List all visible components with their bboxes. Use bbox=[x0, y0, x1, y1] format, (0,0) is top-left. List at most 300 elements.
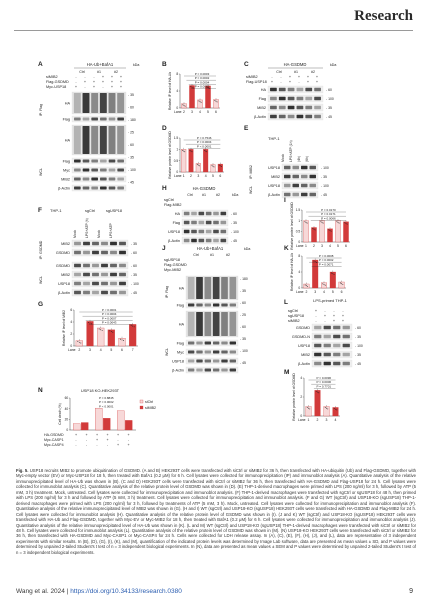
caption-text: USP18 recruits MIB2 to promote ubiquitination of GSDMD. (A and B) HEK293T cells were transfected with siCtrl or siMIB2 for 36 h, then transfected with HA-ubiquitin (Ub) and Flag-GSDMD, together with Myc-empty vector (EV) or Myc-USP18 for 18 h, then treated with BafA1 (0.2 μM) for 6 h. Cell lysates were collected for immunoprecipitation (IP) and immunoblot analysis (A). Quantitative analysis of the relative immunoprecipitated level of HA-Ub was shown in (B). (C and D) HEK293T cells were transfected with siCtrl or siMIB2 for 36 h, then transfected with HA-GSDMD and Flag-USP18 for 24 h. Cell lysates were collected for immunoblot analysis (C). Quantitative analysis of the relative protein level of GSDMD was shown in (D). (E) THP-1-derived macrophages were primed with LPS (200 ng/ml) for 3 h, followed by ATP (5 mM, 3 h) treatment. Mock, untreated. Cell lysates were collected for immunoprecipitation and immunoblot analysis. (F) THP-1-derived macrophages were transfected with sgCtrl or sgUSP18 for 48 h, then primed with LPS (200 ng/ml) for 3 h and followed by ATP (5 mM, 3 h) treatment. Cell lysates were collected for immunoprecipitation and immunoblot analysis. (F and G) WT (sgCtrl) and USP18-KO (sgUSP18) THP-1-derived macrophages were primed with LPS (200 ng/ml) for 3 h, followed by treatments of ATP (5 mM, 3 h). Mock, untreated. Cell lysates were collected for immunoprecipitation and immunoblot analysis (F). Quantitative analysis of the relative immunoprecipitated level of MIB2 was shown in (G). (H and I) WT (sgCtrl) and USP18-KO (sgUSP18) HEK293T cells were transfected with HA-GSDMD and Flag-MIB2 for 24 h. Cell lysates were collected for immunoblot analysis (H). Quantitative analysis of the relative protein level of GSDMD was shown in (I). (J and K) WT (sgCtrl) and USP18-KO (sgUSP18) HEK293T cells were transfected with HA-Ub and Flag-GSDMD, together with Myc-EV or Myc-MIB2 for 18 h, then treated with BafA1 (0.2 μM) for 6 h. Cell lysates were collected for immunoprecipitation and immunoblot analysis (J). Quantitative analysis of the relative immunoprecipitated level of HA-Ub was shown in (K). (L and M) WT (sgCtrl) and USP18-KO (sgUSP18) THP-1-derived macrophages were transfected with siCtrl or siMIB2 for 48 h. Cell lysates were collected for immunoblot analysis (L). Quantitative analysis of the relative protein level of GSDMD was shown in (M). (N) USP18-KO HEK293T cells were transfected with siCtrl or siMIB2 for 36 h, then transfected with HA-GSDMD and Myc-CASP1 or Myc-CASP4 for 24 h. Cells were collected for LDH release assay. In (A), (C), (E), (F), (H), (J), and (L), data are representative of 3 independent experiments with similar results. In (B), (D), (G), (I), (K), and (M), quantification of the indicated protein levels was determined by Image Lab software, data are presented as mean values ± SD, and P values were determined by unpaired 2-tailed Student's t test of n = 3 independent biological experiments. In (N), data are presented as mean values ± SEM and P values were determined by unpaired 2-tailed Student's t test of n = 3 independent biological experiments. bbox=[16, 468, 416, 555]
group-label: #2 bbox=[216, 193, 220, 197]
sign-mark: + bbox=[92, 80, 96, 84]
blot-band bbox=[83, 291, 90, 295]
mw-marker: - 35 bbox=[355, 334, 361, 339]
panel-J-kda: kDa bbox=[244, 247, 251, 251]
data-point bbox=[314, 229, 315, 230]
condition-label: sgCtrl bbox=[164, 198, 174, 202]
sign-mark: + bbox=[270, 80, 274, 84]
blot-band bbox=[83, 273, 90, 277]
blot-smear bbox=[83, 126, 90, 154]
blot-band bbox=[92, 264, 99, 268]
y-tick-label: 1.5 bbox=[173, 136, 179, 141]
condition-label: Myc-USP18 bbox=[46, 85, 67, 89]
sign-mark: + bbox=[315, 75, 319, 79]
blot-band bbox=[92, 273, 99, 277]
mw-marker: - 100 bbox=[321, 165, 329, 170]
blot-band bbox=[284, 166, 290, 170]
blot-band bbox=[279, 106, 286, 110]
p-value: P = 0.0007 bbox=[101, 316, 117, 321]
sign-mark: - bbox=[75, 443, 77, 447]
blot-band bbox=[74, 178, 81, 181]
blot-band bbox=[196, 304, 202, 307]
chart-bar bbox=[117, 411, 124, 430]
data-point bbox=[214, 100, 215, 101]
y-axis-label: Relative protein level of GSDMD bbox=[292, 373, 296, 421]
lane-label: Lane bbox=[68, 348, 76, 352]
blot-band bbox=[314, 362, 321, 366]
mw-marker: - 100 bbox=[128, 168, 136, 172]
chart-bar bbox=[211, 165, 216, 172]
mw-marker: - 180 bbox=[240, 277, 248, 281]
blot-band bbox=[213, 221, 219, 225]
blot-band bbox=[343, 344, 350, 348]
panel-letter: E bbox=[244, 125, 249, 132]
data-point bbox=[206, 151, 207, 152]
data-point bbox=[323, 223, 324, 224]
condition-label: Myc-CASP1 bbox=[44, 438, 64, 442]
blot-label: Flag bbox=[62, 117, 70, 122]
sign-mark: - bbox=[271, 75, 273, 79]
blot-band bbox=[270, 115, 277, 119]
blot-band bbox=[117, 118, 124, 121]
data-point bbox=[332, 273, 333, 274]
blot-band bbox=[119, 251, 126, 255]
blot-label: Flag bbox=[176, 341, 184, 346]
blot-label: GSDMD bbox=[55, 263, 70, 268]
blot-band bbox=[101, 273, 108, 277]
panel-letter: I bbox=[284, 197, 286, 204]
blot-band bbox=[110, 264, 117, 268]
y-tick-label: 1 bbox=[298, 218, 301, 223]
p-value: P = 0.8845 bbox=[99, 396, 114, 400]
blot-band bbox=[297, 97, 304, 101]
sign-mark: + bbox=[101, 80, 105, 84]
blot-band bbox=[213, 369, 219, 372]
panel-letter: J bbox=[162, 245, 166, 252]
p-value: P = 0.0004 bbox=[101, 312, 117, 317]
mw-marker: - 35 bbox=[240, 289, 246, 293]
blot-band bbox=[213, 239, 219, 243]
blot-label: GSDMD bbox=[295, 325, 310, 330]
blot-band bbox=[305, 88, 312, 92]
lane-number: 1 bbox=[305, 244, 307, 248]
mw-marker: - 100 bbox=[131, 281, 139, 286]
blot-label: β-Actin bbox=[58, 290, 70, 295]
sign-mark: + bbox=[83, 80, 87, 84]
data-point bbox=[327, 408, 328, 409]
sign-mark: + bbox=[106, 433, 109, 437]
lane-number: 4 bbox=[204, 174, 207, 178]
data-point bbox=[315, 229, 316, 230]
sign-mark: - bbox=[342, 309, 344, 313]
blot-band bbox=[305, 97, 312, 101]
chart-bar bbox=[311, 227, 316, 242]
p-value: P = 0.0002 bbox=[99, 400, 114, 405]
sign-mark: - bbox=[127, 438, 130, 442]
p-value: P = 0.0006 bbox=[316, 380, 332, 385]
group-label: #1 bbox=[210, 253, 214, 257]
blot-band bbox=[74, 118, 81, 121]
blot-band bbox=[205, 369, 211, 372]
blot-band bbox=[191, 221, 197, 225]
data-point bbox=[331, 231, 332, 232]
side-label: WCL bbox=[165, 348, 169, 356]
side-label: WCL bbox=[249, 186, 253, 194]
blot-band bbox=[221, 221, 227, 225]
blot-band bbox=[188, 369, 194, 372]
blot-smear bbox=[91, 126, 98, 154]
chart-bar bbox=[73, 424, 80, 430]
chart-bar bbox=[319, 221, 324, 242]
y-tick-label: 0 bbox=[66, 428, 69, 433]
blot-smear bbox=[196, 277, 203, 299]
mw-marker: - 60 bbox=[326, 87, 332, 92]
mw-marker: - 45 bbox=[326, 114, 332, 119]
treatment-label: LPS+ATP (1h) bbox=[289, 140, 293, 162]
sign-mark: + bbox=[116, 433, 120, 437]
sign-mark: - bbox=[75, 75, 77, 79]
blot-band bbox=[110, 273, 117, 277]
p-value: P = 0.0170 bbox=[321, 208, 336, 212]
lane-number: 4 bbox=[199, 110, 201, 114]
data-point bbox=[192, 87, 193, 88]
blot-band bbox=[91, 169, 98, 172]
data-point bbox=[317, 392, 318, 393]
blot-band bbox=[221, 212, 227, 216]
data-point bbox=[134, 326, 135, 327]
blot-band bbox=[83, 118, 90, 121]
blot-smear bbox=[74, 126, 81, 154]
blot-smear bbox=[117, 93, 124, 113]
data-point bbox=[123, 340, 124, 341]
data-point bbox=[192, 151, 193, 152]
sign-mark: - bbox=[84, 85, 86, 89]
group-label: #2 bbox=[114, 70, 118, 74]
p-value: P = 0.0071 bbox=[318, 262, 334, 267]
blot-band bbox=[221, 360, 227, 363]
blot-band bbox=[83, 169, 90, 172]
blot-band bbox=[100, 169, 107, 172]
lane-number: 7 bbox=[131, 348, 134, 352]
blot-band bbox=[324, 335, 331, 339]
blot-band bbox=[199, 221, 205, 225]
blot-band bbox=[196, 369, 202, 372]
blot-band bbox=[305, 106, 312, 110]
lane-number: 3 bbox=[197, 174, 200, 178]
panel-letter: M bbox=[284, 369, 290, 376]
panel-letter: L bbox=[284, 299, 288, 306]
mw-marker: - 35 bbox=[355, 352, 361, 357]
blot-label: β-Actin bbox=[168, 238, 180, 243]
data-point bbox=[112, 332, 113, 333]
data-point bbox=[340, 283, 341, 284]
p-value: P = 0.0004 bbox=[194, 80, 210, 85]
blot-band bbox=[270, 106, 277, 110]
blot-band bbox=[301, 184, 307, 188]
treatment-label: (6h) bbox=[305, 155, 309, 162]
lane-label: Lane bbox=[296, 290, 304, 294]
y-axis-label: Relative IP level of HA-Ub bbox=[290, 252, 294, 292]
data-point bbox=[306, 285, 307, 286]
side-label: IP: Flag bbox=[165, 285, 169, 299]
blot-band bbox=[314, 326, 321, 330]
blot-label: β-Actin bbox=[58, 186, 70, 191]
mw-marker: - 35 bbox=[131, 241, 137, 246]
blot-band bbox=[91, 160, 98, 163]
blot-band bbox=[293, 193, 299, 197]
data-point bbox=[336, 409, 337, 410]
sign-mark: + bbox=[306, 75, 310, 79]
chart-bar bbox=[125, 420, 132, 430]
data-point bbox=[305, 285, 306, 286]
legend-label: siMIB2 bbox=[145, 405, 156, 410]
data-point bbox=[201, 102, 202, 103]
y-tick-label: 2 bbox=[70, 332, 73, 337]
chart-bar bbox=[330, 272, 336, 288]
blot-band bbox=[213, 212, 219, 216]
data-point bbox=[341, 283, 342, 284]
mw-marker: - 45 bbox=[355, 361, 361, 366]
data-point bbox=[205, 151, 206, 152]
condition-label: Flag-USP18 bbox=[246, 80, 267, 84]
blot-band bbox=[324, 326, 331, 330]
lane-number: 6 bbox=[121, 348, 123, 352]
blot-band bbox=[213, 230, 219, 234]
mw-marker: - 35 bbox=[128, 155, 134, 160]
chart-bar bbox=[119, 338, 126, 346]
blot-label: β-Actin bbox=[172, 368, 184, 373]
page-number: 9 bbox=[409, 588, 413, 595]
data-point bbox=[335, 409, 336, 410]
condition-label: Flag-GSDMD bbox=[46, 80, 69, 84]
side-label: IP: Flag bbox=[39, 103, 43, 117]
chart-bar bbox=[108, 330, 115, 346]
blot-label: HA bbox=[174, 211, 180, 216]
blot-band bbox=[101, 242, 108, 246]
group-label: #2 bbox=[226, 253, 230, 257]
y-tick-label: 0 bbox=[176, 170, 179, 175]
panel-L-title: LPS-primed THP-1 bbox=[313, 298, 347, 303]
blot-band bbox=[297, 88, 304, 92]
sign-mark: - bbox=[280, 75, 282, 79]
p-value: P = 0.0171 bbox=[321, 212, 336, 217]
blot-smear bbox=[188, 277, 195, 299]
y-tick-label: 0 bbox=[298, 240, 301, 245]
doi-link[interactable]: https://doi.org/10.34133/research.0380 bbox=[70, 588, 182, 595]
lane-label: Lane bbox=[296, 244, 304, 248]
blot-band bbox=[74, 160, 81, 163]
sign-mark: + bbox=[323, 314, 327, 318]
blot-label: Flag bbox=[172, 220, 180, 225]
blot-label: USP18 bbox=[267, 165, 280, 170]
blot-label: HA bbox=[64, 138, 70, 143]
sign-mark: + bbox=[306, 80, 310, 84]
chart-bar bbox=[197, 100, 202, 108]
sign-mark: + bbox=[297, 75, 301, 79]
caption-label: Fig. 5. bbox=[16, 468, 29, 473]
blot-band bbox=[230, 351, 236, 354]
p-value: P = 0.0008 bbox=[318, 254, 334, 258]
data-point bbox=[304, 221, 305, 222]
blot-band bbox=[279, 97, 286, 101]
blot-band bbox=[343, 326, 350, 330]
data-point bbox=[314, 261, 315, 262]
data-point bbox=[320, 221, 321, 222]
group-label: #1 bbox=[294, 70, 298, 74]
blot-band bbox=[91, 178, 98, 181]
p-value: P = 0.0096 bbox=[316, 376, 332, 380]
blot-label: Myc bbox=[177, 350, 184, 355]
blot-smear bbox=[213, 277, 220, 299]
lane-number: 3 bbox=[321, 244, 323, 248]
blot-band bbox=[343, 353, 350, 357]
blot-band bbox=[284, 175, 290, 179]
blot-band bbox=[314, 335, 321, 339]
lane-number: 1 bbox=[307, 418, 310, 422]
y-tick-label: 1 bbox=[176, 147, 179, 152]
mw-marker: - 35 bbox=[326, 105, 332, 110]
sign-mark: + bbox=[332, 319, 336, 323]
blot-band bbox=[284, 193, 290, 197]
condition-label: siMIB2 bbox=[288, 319, 300, 323]
blot-band bbox=[230, 369, 236, 372]
blot-band bbox=[100, 187, 107, 190]
blot-band bbox=[83, 160, 90, 163]
blot-band bbox=[206, 212, 212, 216]
panel-C-header: HA-GSDMD bbox=[283, 62, 307, 67]
legend-swatch bbox=[140, 400, 143, 403]
chart-bar bbox=[97, 328, 104, 346]
sign-mark: + bbox=[332, 314, 336, 318]
sign-mark: + bbox=[119, 80, 123, 84]
sign-mark: + bbox=[127, 433, 130, 437]
lane-number: 2 bbox=[190, 174, 192, 178]
panel-letter: D bbox=[162, 125, 167, 132]
sign-mark: - bbox=[117, 438, 119, 442]
lane-number: 3 bbox=[325, 418, 328, 422]
blot-band bbox=[117, 187, 124, 190]
blot-band bbox=[101, 251, 108, 255]
blot-band bbox=[297, 106, 304, 110]
blot-band bbox=[101, 264, 108, 268]
blot-label: USP18 bbox=[167, 229, 180, 234]
panel-H-kda: kDa bbox=[232, 193, 239, 197]
sign-mark: - bbox=[106, 443, 109, 447]
blot-band bbox=[279, 88, 286, 92]
sign-mark: + bbox=[110, 85, 114, 89]
condition-label: siMIB2 bbox=[46, 75, 58, 79]
panel-C-kda: kDa bbox=[330, 63, 337, 67]
blot-band bbox=[230, 360, 236, 363]
mw-marker: - 100 bbox=[240, 349, 248, 353]
y-tick-label: 60 bbox=[64, 396, 69, 401]
data-point bbox=[182, 104, 183, 105]
blot-band bbox=[221, 342, 227, 345]
blot-label: MIB2 bbox=[301, 352, 310, 357]
y-axis-label: Relative protein level of GSDMD bbox=[168, 131, 172, 179]
figure-caption bbox=[16, 468, 416, 555]
mw-marker: - 60 bbox=[240, 325, 246, 329]
lane-number: 4 bbox=[323, 290, 325, 294]
sign-mark: - bbox=[85, 443, 88, 447]
lane-number: 6 bbox=[345, 244, 347, 248]
sign-mark: + bbox=[314, 309, 318, 313]
mw-marker: - 180 bbox=[128, 118, 136, 122]
blot-band bbox=[213, 304, 219, 307]
blot-band bbox=[205, 360, 211, 363]
sign-mark: - bbox=[75, 438, 77, 442]
blot-band bbox=[270, 88, 277, 92]
blot-band bbox=[109, 118, 116, 121]
blot-smear bbox=[91, 93, 98, 113]
chart-bar bbox=[303, 221, 308, 242]
blot-label: HA bbox=[260, 87, 266, 92]
blot-label: MIB2 bbox=[257, 105, 266, 110]
lane-number: 6 bbox=[215, 110, 217, 114]
blot-band bbox=[221, 369, 227, 372]
lane-label: Lane bbox=[174, 110, 182, 114]
blot-band bbox=[110, 242, 117, 246]
sign-mark: + bbox=[127, 443, 130, 447]
data-point bbox=[100, 329, 101, 330]
data-point bbox=[132, 326, 133, 327]
y-tick-label: 0.5 bbox=[173, 158, 179, 163]
panel-letter: K bbox=[284, 245, 289, 252]
blot-band bbox=[184, 239, 190, 243]
data-point bbox=[330, 230, 331, 231]
blot-smear bbox=[230, 277, 237, 299]
blot-band bbox=[101, 291, 108, 295]
chart-bar bbox=[218, 164, 223, 172]
sign-mark: + bbox=[288, 75, 292, 79]
blot-band bbox=[74, 251, 81, 255]
lane-number: 4 bbox=[329, 244, 331, 248]
y-tick-label: 40 bbox=[64, 406, 69, 411]
mw-marker: - 60 bbox=[128, 143, 134, 147]
legend-label: siCtrl bbox=[145, 399, 154, 404]
group-label: Ctrl bbox=[193, 253, 199, 257]
blot-band bbox=[270, 97, 277, 101]
group-label: THP-1 bbox=[50, 208, 62, 213]
blot-band bbox=[110, 251, 117, 255]
y-tick-label: 0.5 bbox=[295, 229, 301, 234]
p-value: P = 0.7701 bbox=[316, 384, 332, 389]
blot-band bbox=[305, 115, 312, 119]
blot-band bbox=[110, 282, 117, 286]
blot-band bbox=[288, 106, 295, 110]
blot-band bbox=[221, 351, 227, 354]
blot-band bbox=[74, 282, 81, 286]
blot-band bbox=[196, 351, 202, 354]
lane-number: 2 bbox=[305, 290, 308, 294]
blot-band bbox=[310, 193, 316, 197]
treatment-label: (4h) bbox=[297, 155, 301, 162]
mw-marker: - 60 bbox=[131, 250, 137, 255]
panel-letter: H bbox=[162, 185, 167, 192]
data-point bbox=[199, 165, 200, 166]
blot-band bbox=[206, 239, 212, 243]
blot-band bbox=[221, 239, 227, 243]
mw-marker: - 35 bbox=[128, 93, 134, 97]
mw-marker: - 35 bbox=[131, 272, 137, 277]
blot-smear bbox=[117, 126, 124, 154]
blot-band bbox=[109, 187, 116, 190]
data-point bbox=[212, 165, 213, 166]
panel-H-header: HA-GSDMD bbox=[192, 186, 216, 191]
condition-label: sgUSP18 bbox=[164, 258, 181, 262]
data-point bbox=[220, 165, 221, 166]
sign-mark: + bbox=[106, 438, 109, 442]
